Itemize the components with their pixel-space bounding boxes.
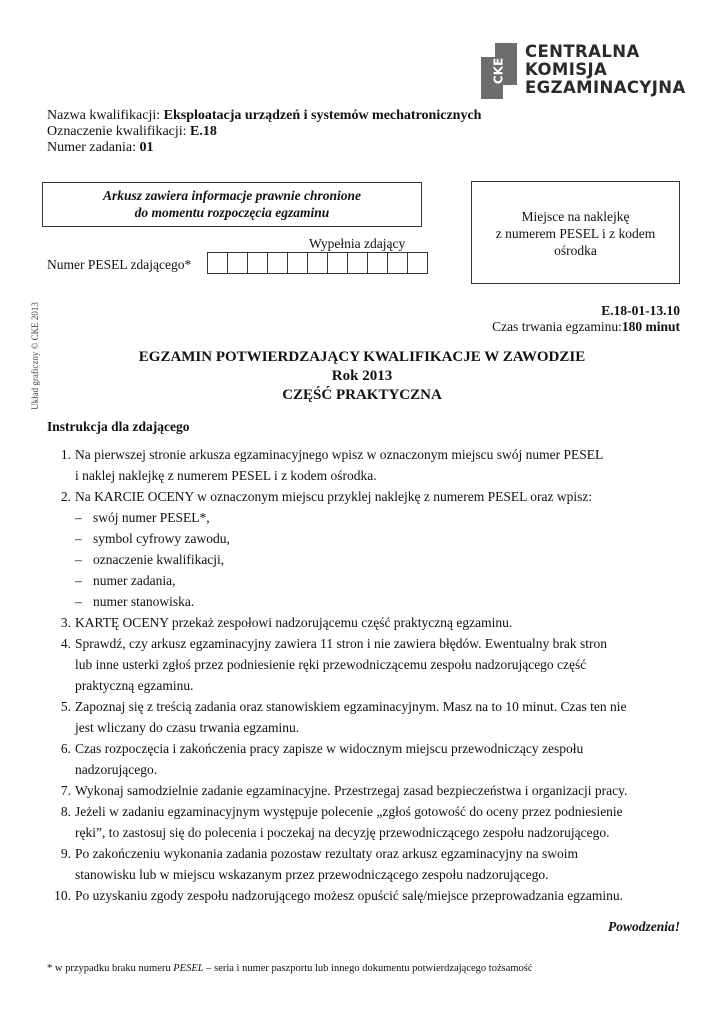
task-number-label: Numer zadania:: [47, 140, 140, 155]
pesel-digit-box[interactable]: [347, 252, 368, 274]
dash: –: [75, 552, 82, 567]
pesel-digit-box[interactable]: [387, 252, 408, 274]
pesel-digit-box[interactable]: [207, 252, 228, 274]
item-text: KARTĘ OCENY przekaż zespołowi nadzorującemu część praktyczną egzaminu.: [75, 615, 513, 630]
list-item: [47, 612, 677, 633]
list-item: [47, 486, 677, 507]
list-item: [47, 885, 677, 906]
item-text: Po uzyskaniu zgody zespołu nadzorującego możesz opuścić salę/miejsce przeprowadzania egzaminu.: [75, 888, 624, 903]
sub-item-text: symbol cyfrowy zawodu,: [93, 531, 230, 546]
logo-line: CENTRALNA: [525, 42, 640, 61]
pesel-digit-box[interactable]: [327, 252, 348, 274]
sticker-line: z numerem PESEL i z kodem: [495, 226, 656, 241]
cke-logo-mark-icon: [481, 43, 517, 99]
item-text: lub inne usterki zgłoś przez podniesienie ręki przewodniczącemu zespołu nadzorującego część: [75, 657, 587, 672]
pesel-digit-box[interactable]: [287, 252, 308, 274]
item-number: 6.: [60, 741, 71, 756]
qualification-name-value: Eksploatacja urządzeń i systemów mechatronicznych: [163, 108, 482, 123]
pesel-digit-box[interactable]: [227, 252, 248, 274]
item-number: 10.: [54, 888, 71, 903]
pesel-input-boxes[interactable]: [208, 252, 428, 274]
item-text: i naklej naklejkę z numerem PESEL i z kodem ośrodka.: [75, 468, 377, 483]
cke-logo-text: [525, 43, 686, 97]
dash: –: [75, 531, 82, 546]
list-item: [47, 843, 677, 885]
exam-title: EGZAMIN POTWIERDZAJĄCY KWALIFIKACJE W ZAWODZIE: [138, 349, 586, 365]
item-number: 9.: [60, 846, 71, 861]
pesel-digit-box[interactable]: [247, 252, 268, 274]
item-text: praktyczną egzaminu.: [75, 678, 194, 693]
item-number: 2.: [60, 489, 71, 504]
exam-duration: [492, 319, 680, 335]
exam-code: E.18-01-13.10: [601, 303, 680, 318]
item-number: 3.: [60, 615, 71, 630]
sub-list-item: [47, 570, 677, 591]
duration-label: Czas trwania egzaminu:: [492, 319, 622, 334]
item-number: 5.: [60, 699, 71, 714]
list-item: [47, 780, 677, 801]
sub-item-text: numer stanowiska.: [93, 594, 195, 609]
list-item: [47, 696, 677, 738]
sticker-line: ośrodka: [554, 243, 597, 258]
item-text: Czas rozpoczęcia i zakończenia pracy zapisze w widocznym miejscu przewodniczący zespołu: [75, 741, 584, 756]
item-number: 7.: [60, 783, 71, 798]
sticker-box: [471, 181, 680, 284]
graphic-layout-note-text: Układ graficzny © CKE 2013: [30, 302, 40, 410]
logo-line: EGZAMINACYJNA: [525, 78, 686, 97]
list-item: [47, 738, 677, 780]
pesel-digit-box[interactable]: [407, 252, 428, 274]
footnote-prefix: * w przypadku braku numeru: [47, 963, 174, 974]
footnote-suffix: – seria i numer paszportu lub innego dokumentu potwierdzającego tożsamość: [203, 963, 533, 974]
sub-item-text: oznaczenie kwalifikacji,: [93, 552, 225, 567]
qualification-name-label: Nazwa kwalifikacji:: [47, 108, 164, 123]
logo-line: KOMISJA: [525, 60, 608, 79]
cke-logo-mark-text: CKE: [491, 57, 506, 85]
pesel-digit-box[interactable]: [267, 252, 288, 274]
item-text: Na KARCIE OCENY w oznaczonym miejscu przyklej naklejkę z numerem PESEL oraz wpisz:: [75, 489, 593, 504]
protected-info-line: do momentu rozpoczęcia egzaminu: [134, 205, 330, 220]
qualification-code-label: Oznaczenie kwalifikacji:: [47, 124, 191, 139]
item-text: Jeżeli w zadaniu egzaminacyjnym występuje polecenie „zgłoś gotowość do oceny przez podniesienie: [75, 804, 623, 819]
qualification-meta: [47, 108, 481, 156]
item-text: Sprawdź, czy arkusz egzaminacyjny zawiera 11 stron i nie zawiera błędów. Ewentualny brak stron: [75, 636, 608, 651]
pesel-digit-box[interactable]: [367, 252, 388, 274]
list-item: [47, 444, 677, 486]
filled-by-label: Wypełnia zdający: [309, 236, 406, 251]
list-item: [47, 633, 677, 696]
item-text: Na pierwszej stronie arkusza egzaminacyjnego wpisz w oznaczonym miejscu swój numer PESEL: [75, 447, 604, 462]
task-number: [47, 140, 481, 156]
list-item: [47, 801, 677, 843]
pesel-label: Numer PESEL zdającego*: [47, 257, 192, 272]
item-number: 4.: [60, 636, 71, 651]
instructions-list: [47, 444, 677, 906]
cke-logo: [481, 42, 686, 99]
qualification-code: [47, 124, 481, 140]
sub-item-text: numer zadania,: [93, 573, 176, 588]
exam-part: CZĘŚĆ PRAKTYCZNA: [282, 387, 442, 403]
item-text: nadzorującego.: [75, 762, 158, 777]
item-number: 1.: [60, 447, 71, 462]
sub-list-item: [47, 549, 677, 570]
qualification-code-value: E.18: [190, 124, 217, 139]
sub-list-item: [47, 528, 677, 549]
exam-year: Rok 2013: [331, 368, 393, 384]
protected-info-box: [42, 182, 422, 227]
sub-list-item: [47, 507, 677, 528]
footnote-emphasis: PESEL: [173, 963, 204, 974]
dash: –: [75, 594, 82, 609]
item-number: 8.: [60, 804, 71, 819]
item-text: Zapoznaj się z treścią zadania oraz stanowiskiem egzaminacyjnym. Masz na to 10 minut. Czas ten nie: [75, 699, 627, 714]
sub-item-text: swój numer PESEL*,: [93, 510, 210, 525]
duration-value: 180 minut: [621, 319, 680, 334]
qualification-name: [47, 108, 481, 124]
item-text: Wykonaj samodzielnie zadanie egzaminacyjne. Przestrzegaj zasad bezpieczeństwa i organizacji pracy.: [75, 783, 628, 798]
protected-info-line: Arkusz zawiera informacje prawnie chronione: [102, 188, 362, 203]
good-luck: Powodzenia!: [607, 919, 680, 934]
item-text: ręki”, to zastosuj się do polecenia i poczekaj na decyzję przewodniczącego zespołu nadzorującego.: [75, 825, 610, 840]
dash: –: [75, 573, 82, 588]
task-number-value: 01: [139, 140, 154, 155]
sub-list-item: [47, 591, 677, 612]
dash: –: [75, 510, 82, 525]
item-text: stanowisku lub w miejscu wskazanym przez przewodniczącego zespołu nadzorującego.: [75, 867, 549, 882]
instructions-heading: Instrukcja dla zdającego: [47, 419, 190, 434]
pesel-digit-box[interactable]: [307, 252, 328, 274]
item-text: Po zakończeniu wykonania zadania pozostaw rezultaty oraz arkusz egzaminacyjny na swoim: [75, 846, 579, 861]
item-text: jest wliczany do czasu trwania egzaminu.: [75, 720, 300, 735]
sticker-line: Miejsce na naklejkę: [521, 209, 630, 224]
footnote: [47, 963, 533, 974]
